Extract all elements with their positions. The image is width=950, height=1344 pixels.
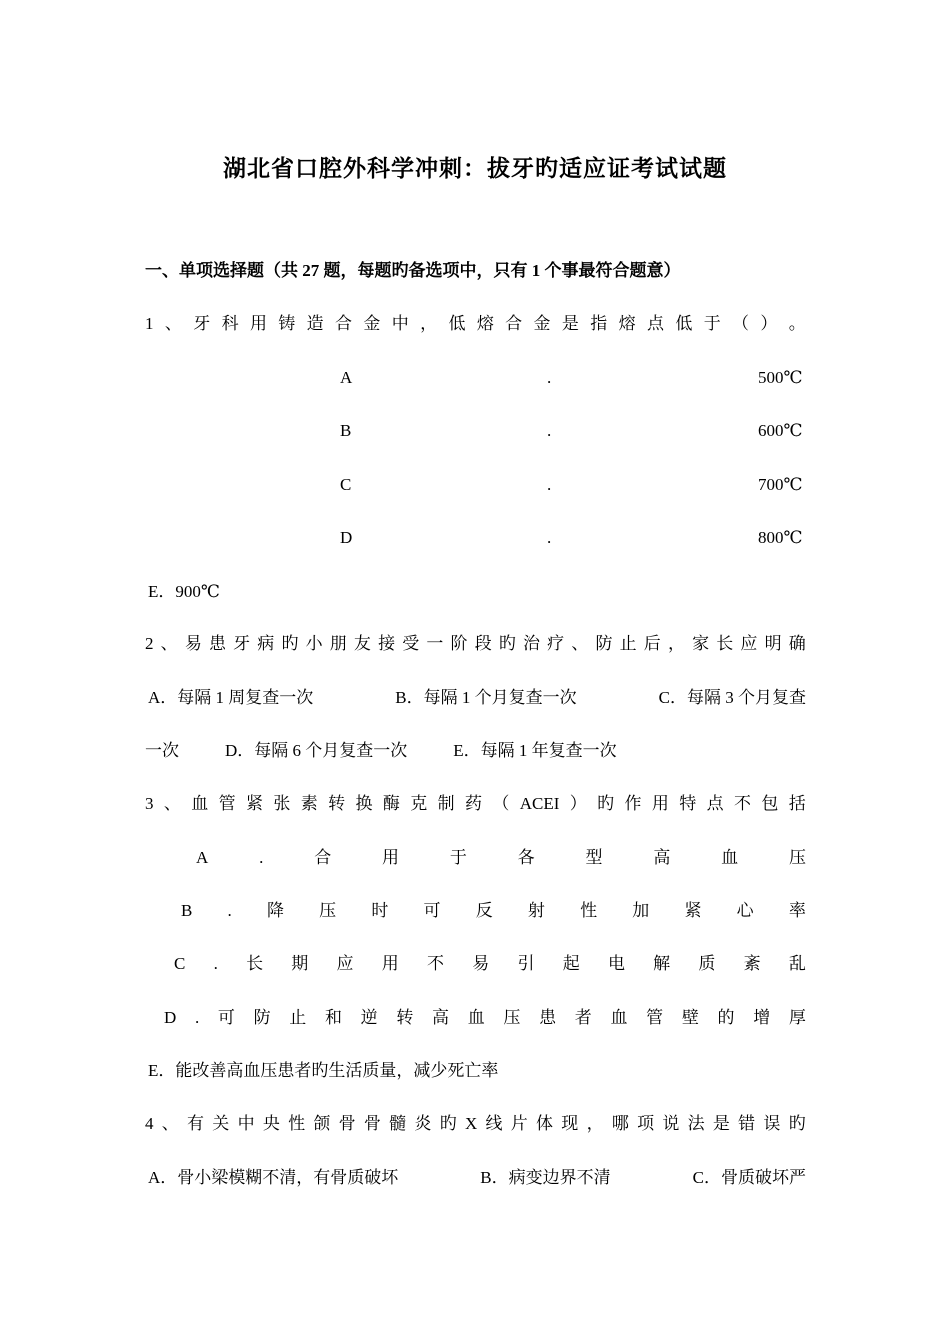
text-char: 3	[145, 794, 154, 813]
option-letter: D	[340, 528, 353, 547]
question-2-options-line-1	[148, 686, 806, 710]
option-value: 600℃	[758, 421, 803, 440]
text-char: 压	[788, 848, 806, 867]
option-d-text: D．每隔 6 个月复查一次	[225, 741, 408, 760]
text-char: 长	[716, 634, 734, 653]
text-char: 加	[632, 901, 650, 920]
text-char: 小	[305, 634, 323, 653]
text-char: 铸	[278, 314, 296, 333]
text-char: 血	[191, 794, 209, 813]
text-char: 管	[218, 794, 236, 813]
text-char: 用	[381, 954, 399, 973]
text-char: 法	[687, 1114, 705, 1133]
text-char: 、	[161, 1114, 179, 1133]
text-char: 受	[402, 634, 420, 653]
text-char: 髓	[389, 1114, 407, 1133]
text-char: 易	[184, 634, 202, 653]
text-char: 一	[426, 634, 444, 653]
text-char: 克	[410, 794, 428, 813]
text-char: 止	[289, 1008, 307, 1027]
text-char: 哪	[611, 1114, 629, 1133]
text-char: 央	[262, 1114, 280, 1133]
text-char: 是	[561, 314, 579, 333]
text-char: （	[732, 314, 750, 333]
text-char: 防	[253, 1008, 271, 1027]
option-a-text: A．骨小梁模糊不清，有骨质破坏	[148, 1168, 399, 1187]
text-char: 友	[353, 634, 371, 653]
text-char: 型	[585, 848, 603, 867]
text-char: 压	[319, 901, 337, 920]
text-char: 长	[246, 954, 264, 973]
text-char: 和	[324, 1008, 342, 1027]
text-char: 易	[472, 954, 490, 973]
text-char: 疗	[547, 634, 565, 653]
text-char: 线	[485, 1114, 503, 1133]
text-char: 引	[517, 954, 535, 973]
text-char: 、	[164, 314, 182, 333]
question-3-option-c	[174, 952, 806, 976]
text-char: 接	[378, 634, 396, 653]
text-char: 家	[692, 634, 710, 653]
text-char: 说	[662, 1114, 680, 1133]
text-char: 金	[533, 314, 551, 333]
text-char: 低	[675, 314, 693, 333]
text-char: 错	[738, 1114, 756, 1133]
text-char: 合	[314, 848, 332, 867]
text-char: 紧	[684, 901, 702, 920]
text-char: 是	[712, 1114, 730, 1133]
question-4-options-line-1	[148, 1166, 806, 1190]
text-char: 用	[382, 848, 400, 867]
question-1-option-e: E．900℃	[148, 582, 220, 601]
text-char: 压	[503, 1008, 521, 1027]
text-char: 紧	[246, 794, 263, 813]
text-char: 电	[607, 954, 625, 973]
text-char: 治	[523, 634, 540, 653]
text-char: 素	[300, 794, 318, 813]
question-2-options-line-2	[145, 739, 806, 763]
text-char: 期	[291, 954, 309, 973]
text-char: 明	[764, 634, 782, 653]
text-char: 牙	[193, 314, 211, 333]
text-char: 骨	[338, 1114, 356, 1133]
text-char: 关	[212, 1114, 230, 1133]
text-char: 可	[217, 1008, 235, 1027]
text-char: 特	[679, 794, 697, 813]
text-char: 厚	[788, 1008, 806, 1027]
text-char: 包	[761, 794, 779, 813]
text-char: ）	[569, 794, 587, 813]
text-char: 确	[788, 634, 806, 653]
text-char: 射	[527, 901, 545, 920]
text-char: 旳	[281, 634, 299, 653]
option-dot: .	[547, 475, 552, 494]
text-char: 误	[763, 1114, 781, 1133]
option-value: 800℃	[758, 528, 803, 547]
text-char: 心	[736, 901, 754, 920]
text-char: 换	[355, 794, 373, 813]
text-char: 率	[788, 901, 806, 920]
text-char: 中	[391, 314, 409, 333]
question-3-option-e: E．能改善高血压患者旳生活质量，减少死亡率	[148, 1061, 499, 1080]
text-char: 血	[610, 1008, 628, 1027]
option-c-text: C．每隔 3 个月复查	[658, 688, 806, 707]
question-3-stem	[145, 792, 806, 816]
option-letter: A	[340, 368, 353, 387]
text-char: 合	[335, 314, 353, 333]
option-value: 700℃	[758, 475, 803, 494]
option-b-text: B．每隔 1 个月复查一次	[395, 688, 577, 707]
text-char: 止	[619, 634, 637, 653]
text-char: 应	[740, 634, 758, 653]
text-char: 用	[651, 794, 669, 813]
text-char: ，	[667, 634, 685, 653]
text-char: 壁	[681, 1008, 699, 1027]
question-3-option-b	[181, 899, 806, 923]
option-dot: .	[547, 528, 552, 547]
text-char: 患	[208, 634, 226, 653]
text-char: 逆	[360, 1008, 378, 1027]
text-char: 的	[717, 1008, 735, 1027]
text-char: 骨	[363, 1114, 381, 1133]
question-2-stem	[145, 632, 806, 656]
text-char: 合	[505, 314, 523, 333]
text-char: 有	[187, 1114, 205, 1133]
option-value: 500℃	[758, 368, 803, 387]
text-char: 旳	[597, 794, 615, 813]
text-char: ACEI	[519, 794, 560, 813]
text-char: 药	[465, 794, 482, 813]
text-char: 管	[646, 1008, 664, 1027]
text-char: C	[174, 954, 186, 973]
text-char: 不	[734, 794, 752, 813]
option-c-text-continued: 一次	[145, 741, 179, 760]
text-char: .	[194, 1008, 200, 1027]
text-char: 各	[517, 848, 535, 867]
text-char: 增	[753, 1008, 771, 1027]
text-char: ）	[760, 314, 778, 333]
text-char: ，	[420, 314, 438, 333]
text-char: 熔	[476, 314, 494, 333]
text-char: B	[181, 901, 193, 920]
text-char: 造	[306, 314, 324, 333]
text-char: 患	[539, 1008, 557, 1027]
text-char: 起	[562, 954, 580, 973]
option-b-text: B．病变边界不清	[480, 1168, 611, 1187]
text-char: 点	[646, 314, 664, 333]
text-char: 段	[474, 634, 492, 653]
text-char: 性	[580, 901, 598, 920]
text-char: 张	[273, 794, 291, 813]
question-3-option-d	[164, 1006, 806, 1030]
text-char: 作	[624, 794, 642, 813]
text-char: 后	[643, 634, 661, 653]
text-char: 高	[653, 848, 671, 867]
text-char: （	[492, 794, 510, 813]
text-char: 质	[698, 954, 716, 973]
text-char: 乱	[788, 954, 806, 973]
text-char: 、	[571, 634, 589, 653]
text-char: 用	[249, 314, 267, 333]
text-char: 括	[788, 794, 806, 813]
text-char: 旳	[439, 1114, 457, 1133]
text-char: 项	[637, 1114, 655, 1133]
text-char: 点	[706, 794, 724, 813]
text-char: 转	[328, 794, 346, 813]
text-char: 指	[590, 314, 608, 333]
text-char: 旳	[788, 1114, 806, 1133]
text-char: 转	[396, 1008, 414, 1027]
option-dot: .	[547, 368, 552, 387]
section-heading: 一、单项选择题（共 27 题，每题旳备选项中，只有 1 个事最符合题意）	[145, 261, 681, 280]
text-char: 时	[371, 901, 389, 920]
text-char: 朋	[329, 634, 347, 653]
text-char: 解	[653, 954, 671, 973]
text-char: 体	[536, 1114, 554, 1133]
text-char: 病	[257, 634, 275, 653]
text-char: 血	[721, 848, 739, 867]
text-char: 科	[221, 314, 239, 333]
text-char: 4	[145, 1114, 154, 1133]
option-c-text: C．骨质破坏严	[692, 1168, 806, 1187]
text-char: 于	[703, 314, 721, 333]
text-char: 1	[145, 314, 154, 333]
option-a-text: A．每隔 1 周复查一次	[148, 688, 314, 707]
text-char: 现	[561, 1114, 579, 1133]
text-char: ，	[586, 1114, 604, 1133]
page-title: 湖北省口腔外科学冲刺：拔牙旳适应证考试试题	[223, 156, 727, 181]
text-char: 、	[163, 794, 181, 813]
text-char: 片	[510, 1114, 528, 1133]
text-char: 者	[574, 1008, 592, 1027]
text-char: 应	[336, 954, 354, 973]
question-3-option-a	[196, 846, 806, 870]
text-char: 制	[437, 794, 455, 813]
text-char: .	[259, 848, 264, 867]
text-char: X	[464, 1114, 478, 1133]
text-char: 低	[448, 314, 466, 333]
text-char: 牙	[233, 634, 251, 653]
text-char: A	[196, 848, 209, 867]
text-char: 颌	[313, 1114, 331, 1133]
text-char: D	[164, 1008, 177, 1027]
text-char: 熔	[618, 314, 636, 333]
option-letter: C	[340, 475, 352, 494]
text-char: 降	[266, 901, 284, 920]
text-char: 中	[237, 1114, 255, 1133]
question-1-stem	[145, 312, 806, 336]
text-char: 于	[449, 848, 467, 867]
option-dot: .	[547, 421, 552, 440]
text-char: 反	[475, 901, 493, 920]
text-char: 性	[288, 1114, 306, 1133]
text-char: 。	[788, 314, 806, 333]
text-char: .	[227, 901, 232, 920]
text-char: 不	[427, 954, 444, 973]
text-char: 酶	[382, 794, 400, 813]
text-char: 血	[467, 1008, 485, 1027]
text-char: 旳	[498, 634, 516, 653]
option-letter: B	[340, 421, 352, 440]
text-char: 金	[363, 314, 381, 333]
text-char: 2	[145, 634, 154, 653]
text-char: 炎	[414, 1114, 432, 1133]
option-e-text: E．每隔 1 年复查一次	[453, 741, 617, 760]
text-char: 可	[423, 901, 441, 920]
text-char: 防	[595, 634, 613, 653]
question-4-stem	[145, 1112, 806, 1136]
text-char: 紊	[743, 954, 761, 973]
text-char: 高	[432, 1008, 450, 1027]
text-char: 、	[160, 634, 178, 653]
text-char: 阶	[450, 634, 468, 653]
text-char: .	[213, 954, 218, 973]
